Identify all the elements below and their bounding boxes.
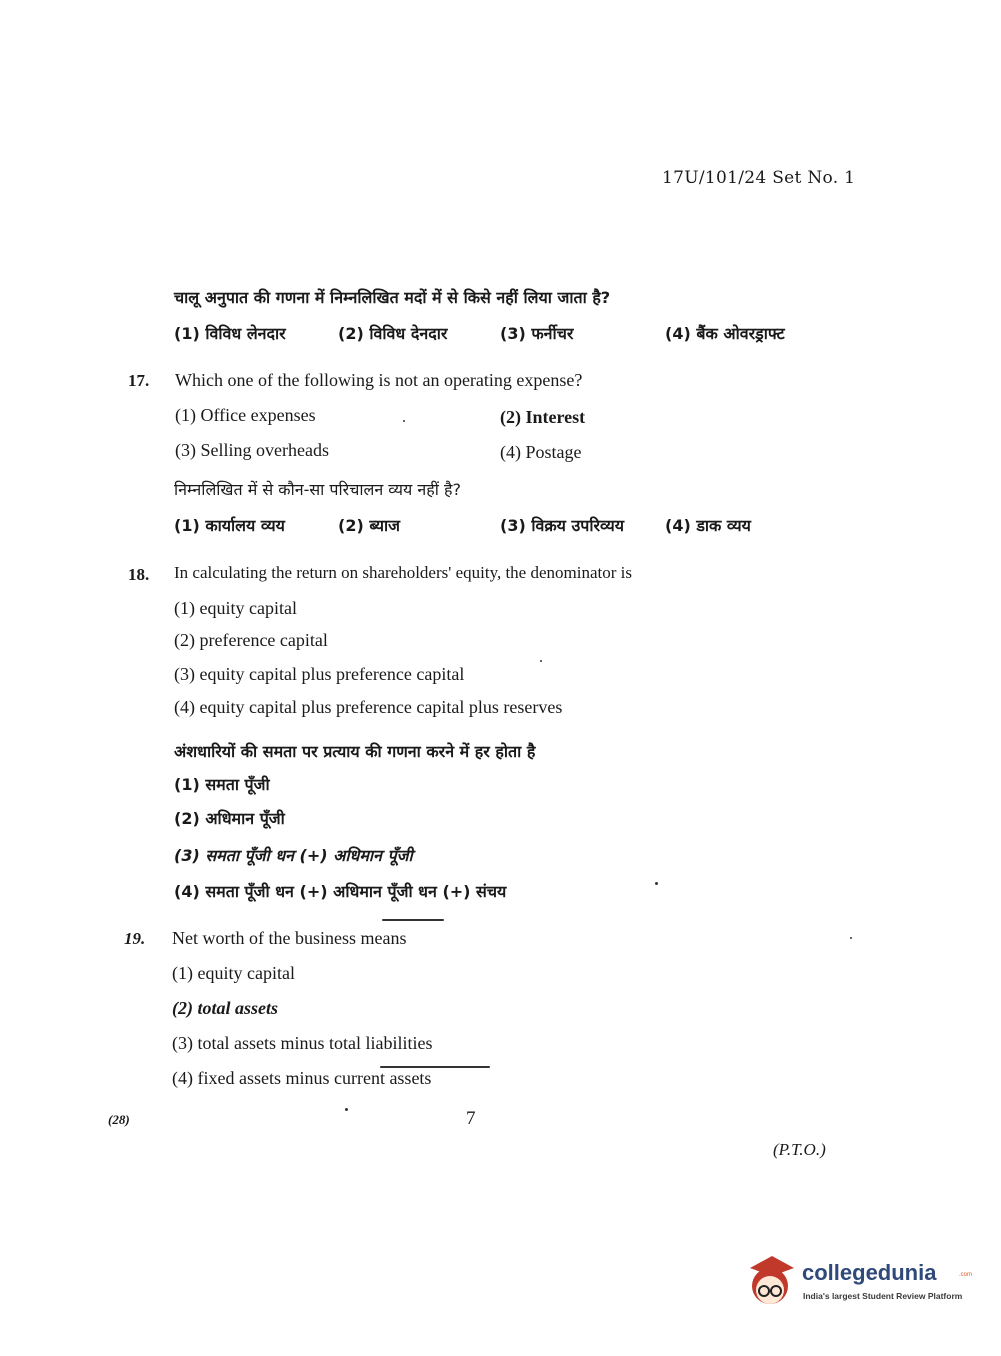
logo-name: collegedunia: [802, 1260, 937, 1285]
q16-hindi-option-3: (3) फर्नीचर: [500, 324, 574, 343]
paper-code: 17U/101/24 Set No. 1: [662, 168, 856, 188]
scan-mark: [382, 919, 444, 921]
q18-option-2: (2) preference capital: [174, 630, 328, 650]
q18-hindi-option-4: (4) समता पूँजी धन (+) अधिमान पूँजी धन (+) संचय: [174, 882, 507, 901]
footer-code: (28): [108, 1112, 130, 1127]
scan-speck: [345, 1108, 348, 1111]
q18-hindi-option-2: (2) अधिमान पूँजी: [174, 809, 285, 828]
logo-suffix: .com: [959, 1272, 973, 1278]
q16-hindi-option-1: (1) विविध लेनदार: [174, 324, 286, 343]
q17-hindi-option-3: (3) विक्रय उपरिव्यय: [500, 516, 625, 535]
scan-speck: [403, 420, 405, 422]
logo-tagline: India's largest Student Review Platform: [803, 1291, 963, 1301]
q19-number: 19.: [124, 929, 146, 948]
q17-question: Which one of the following is not an operating expense?: [175, 370, 583, 390]
pto-label: (P.T.O.): [773, 1140, 826, 1159]
q18-hindi-option-1: (1) समता पूँजी: [174, 775, 270, 794]
scan-mark: [380, 1066, 490, 1068]
q18-hindi-option-3: (3) समता पूँजी धन (+) अधिमान पूँजी: [174, 846, 413, 865]
q19-question: Net worth of the business means: [172, 928, 407, 948]
q18-question: In calculating the return on shareholders' equity, the denominator is: [174, 563, 632, 582]
logo-mascot-icon: [742, 1252, 800, 1312]
q17-option-3: (3) Selling overheads: [175, 440, 329, 460]
q18-option-4: (4) equity capital plus preference capital plus reserves: [174, 697, 563, 717]
q18-option-1: (1) equity capital: [174, 598, 297, 618]
q17-hindi-option-4: (4) डाक व्यय: [665, 516, 751, 535]
q18-option-3: (3) equity capital plus preference capital: [174, 664, 465, 684]
q16-hindi-question: चालू अनुपात की गणना में निम्नलिखित मदों में से किसे नहीं लिया जाता है?: [174, 288, 611, 307]
q16-hindi-option-2: (2) विविध देनदार: [338, 324, 448, 343]
q17-hindi-option-1: (1) कार्यालय व्यय: [174, 516, 285, 535]
scan-speck: [655, 882, 658, 885]
q17-hindi-option-2: (2) ब्याज: [338, 516, 400, 535]
q18-number: 18.: [128, 565, 150, 584]
collegedunia-logo[interactable]: [742, 1252, 972, 1312]
q17-option-2: (2) Interest: [500, 407, 586, 427]
q17-hindi-question: निम्नलिखित में से कौन-सा परिचालन व्यय नहीं है?: [174, 480, 462, 499]
q17-number: 17.: [128, 371, 150, 390]
q17-option-1: (1) Office expenses: [175, 405, 316, 425]
q17-option-4: (4) Postage: [500, 442, 582, 462]
q19-option-3: (3) total assets minus total liabilities: [172, 1033, 433, 1053]
q19-option-1: (1) equity capital: [172, 963, 295, 983]
q18-hindi-question: अंशधारियों की समता पर प्रत्याय की गणना करने में हर होता है: [174, 742, 536, 761]
scan-speck: [850, 937, 852, 939]
q19-option-4: (4) fixed assets minus current assets: [172, 1068, 432, 1088]
page-number: 7: [466, 1108, 476, 1129]
q19-option-2: (2) total assets: [172, 998, 278, 1018]
scan-speck: [540, 660, 542, 662]
q16-hindi-option-4: (4) बैंक ओवरड्राफ्ट: [665, 324, 785, 343]
